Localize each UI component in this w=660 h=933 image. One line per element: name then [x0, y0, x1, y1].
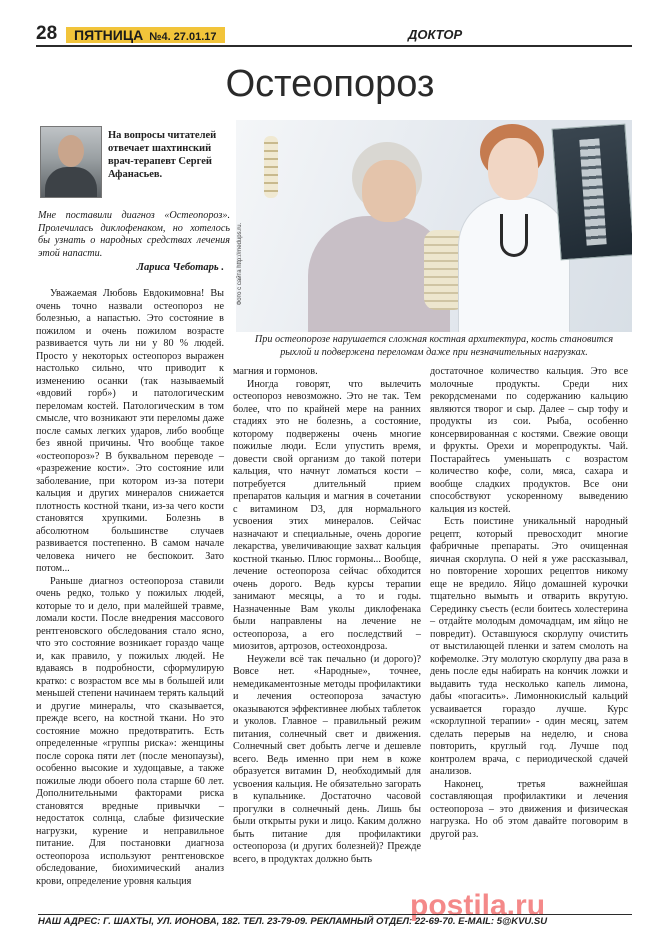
- section-label: ДОКТОР: [408, 27, 463, 42]
- newspaper-name: ПЯТНИЦА: [74, 27, 144, 43]
- article-column-3: [430, 366, 628, 841]
- issue-info: №4. 27.01.17: [149, 31, 217, 43]
- watermark-logo: postila.ru: [410, 889, 546, 922]
- reader-signature: Лариса Чеботарь .: [136, 262, 224, 273]
- paragraph: Уважаемая Любовь Евдокимовна! Вы очень точно назвали остеопороз не болезнью, а напастью. Это состояние в пожилом и очень пожилом возрасте развивается чуть ли ни у 80 % людей. Просто у некоторых остеопороз выражен настолько сильно, что приводит к изменению осанки (так называемый «вдовий горб») и патологическим переломам костей. Патологическим в том смысле, что возникают эти переломы даже после самых легких ударов, либо вообще без явной причины. Что вообще такое «остеопороз»? В буквальном переводе – «разрежение кости». Это состояние или заболевание, при котором из-за потери кальция и других минералов снижается плотность костной ткани, из-за чего кости становятся хрупкими. Болезнь в абсолютном большинстве случаев развивается постепенно. В самом начале человека ничего не беспокоит. Зато потом...: [36, 288, 224, 574]
- expert-photo: [40, 126, 102, 198]
- expert-photo-body: [45, 167, 97, 198]
- paragraph: Неужели всё так печально (и дорого)? Вовсе нет. «Народные», точнее, немедикаментозные методы профилактики и лечения остеопороза зачастую оказываются эффективнее любых таблеток и уколов. Главное – правильный режим питания, солнечный свет и движения. Солнечный свет добыть легче и дешевле всего. Ведь именно при нем в коже образуется витамин D, необходимый для усвоения кальция. Не обязательно загорать в купальнике. Достаточно часовой прогулки в солнечный день. Лишь бы были открыты руки и лицо. Каким должно быть питание для профилактики остеопороза (и других болезней)? Прежде всего, в продуктах должно быть: [233, 653, 421, 865]
- paragraph: Иногда говорят, что вылечить остеопороз невозможно. Это не так. Тем более, что по крайней мере на ранних стадиях это не болезнь, а состояние, которому подвержены очень многие пожилые люди. Если упустить время, довести свой организм до такой потери кальция, что начнут ломаться кости – потребуется длительный прием препаратов кальция и магния в сочетании с витамином D3, для нормального усвоения этих минералов. Сейчас назначают и специальные, очень дорогие лекарства, увеличивающие захват кальция костной тканью. Плюс гормоны... Вообще, лечение остеопороза сейчас обходится очень дорого. Ведь курсы терапии занимают месяцы, а то и годы. Назначенные Вам уколы диклофенака были направлены на лечение не остеопороза, а его последствий – миозитов, артрозов, остеохондроза.: [233, 378, 421, 652]
- paragraph: Наконец, третья важнейшая составляющая профилактики и лечения остеопороза – это движения и физическая нагрузка. Но об этом давайте поговорим в другой раз.: [430, 778, 628, 840]
- stethoscope-icon: [500, 214, 528, 257]
- spine-model: [264, 136, 278, 198]
- expert-intro: На вопросы читателей отвечает шахтинский врач-терапевт Сергей Афанасьев.: [108, 130, 217, 180]
- doctor-figure: [458, 124, 568, 332]
- expert-box: [36, 120, 228, 200]
- article-title: Остеопороз: [225, 63, 435, 105]
- doctor-face: [488, 138, 538, 200]
- article-column-1: [36, 288, 224, 888]
- photo-caption: При остеопорозе нарушается сложная костная архитектура, кость становится рыхлой и подвержена переломам даже при незначительных нагрузках.: [254, 334, 614, 358]
- header-divider: [36, 45, 632, 47]
- article-column-2: [233, 366, 421, 866]
- page-header: [36, 24, 632, 46]
- expert-photo-head: [58, 135, 84, 167]
- paragraph: достаточное количество кальция. Это все молочные продукты. Среди них рекордсменами по содержанию кальцию являются творог и сыр. Далее – сыр тофу и продукты из сои. Рыба, особенно консервированная с костями. Свежие овощи и фрукты. Орехи и морепродукты. Чай. Постарайтесь уменьшать с возрастом количество кофе, соли, мяса, сахара и вообще сладких продуктов. Все они способствуют ускоренному выведению кальция из костей.: [430, 366, 628, 515]
- paragraph: магния и гормонов.: [233, 366, 318, 377]
- article-photo: [236, 120, 632, 332]
- page-number: 28: [36, 23, 58, 44]
- reader-question: Мне поставили диагноз «Остеопороз». Пролечилась диклофенаком, но хотелось бы узнать о народных средствах лечения этой напасти.: [38, 210, 230, 259]
- patient-face: [362, 160, 416, 222]
- page-footer: НАШ АДРЕС: Г. ШАХТЫ, УЛ. ИОНОВА, 182. ТЕЛ. 23-79-09. РЕКЛАМНЫЙ ОТДЕЛ: 22-69-70. E-MAIL: 5@KVU.SU: [38, 914, 632, 928]
- xray-film: [551, 124, 632, 261]
- paragraph: Раньше диагноз остеопороза ставили очень редко, только у пожилых людей, которые то и дело, при малейшей травме, ломали кости. После внедрения массового рентгеновского обследования стало ясно, что это состояние возникает гораздо чаще и, как правило, у пожилых людей. Не вдаваясь в подробности, сформулирую кратко: с возрастом все мы в большей или меньшей степени начинаем терять кальций и другие минералы, что сказывается, прежде всего, на костной ткани. Но это состояние можно предотвратить. Есть определенные «группы риска»: женщины после сорока пяти лет (после менопаузы), особенно высокие и худощавые, а также пожилые люди обоего пола старше 60 лет. Дополнительными факторами риска становятся вредные привычки – недостаток солнца, слабые физические нагрузки, курение и неправильное питание. Для постановки диагноза остеопороза используют рентгеновское обследование, биохимический анализ крови, определение уровня кальция: [36, 575, 224, 887]
- newspaper-masthead: [66, 27, 225, 43]
- photo-credit: Фото с сайта http://medups.ru.: [237, 222, 243, 306]
- paragraph: Есть поистине уникальный народный рецепт, который превосходит многие фабричные препараты. Это очищенная яичная скорлупа. О ней я уже рассказывал, но повторение хороших рецептов никому еще не вредило. Яйцо домашней курочки тщательно вымыть и отварить вкрутую. Серединку съесть (если боитесь холестерина – отдайте молодым домочадцам, им яйцо не повредит). Оставшуюся скорлупу очистить от выстилающей пленки и затем смолоть на кофемолке. Эту молотую скорлупу два раза в день после еды набирать на кончик ложки и выдавить туда несколько капель лимона, дабы «погасить». Лимоннокислый кальций усваивается гораздо лучше. Курс «скорлупной терапии» - один месяц, затем сделать перерыв на неделю, и снова повторить, круглый год. Лучше под контролем врача, с периодической сдачей анализов.: [430, 516, 628, 777]
